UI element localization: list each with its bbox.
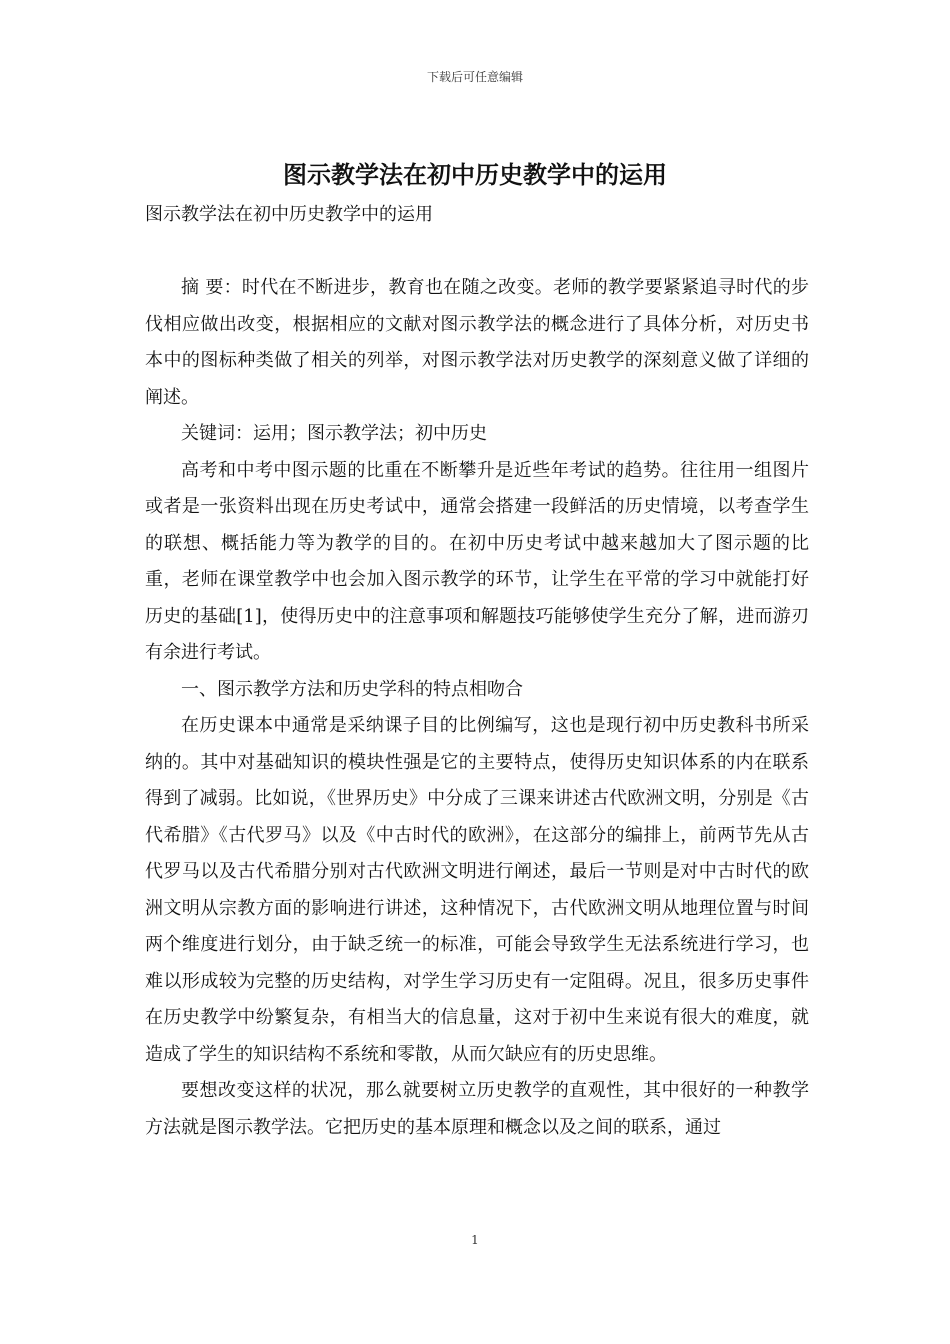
body-paragraph: 要想改变这样的状况，那么就要树立历史教学的直观性，其中很好的一种教学方法就是图示教学法。它把历史的基本原理和概念以及之间的联系，通过 (145, 1080, 809, 1138)
body-paragraph: 在历史课本中通常是采纳课子目的比例编写，这也是现行初中历史教科书所采纳的。其中对基础知识的模块性强是它的主要特点，使得历史知识体系的内在联系得到了减弱。比如说，《世界历史》中分成了三课来讲述古代欧洲文明，分别是《古代希腊》《古代罗马》以及《中古时代的欧洲》，在这部分的编排上，前两节先从古代罗马以及古代希腊分别对古代欧洲文明进行阐述，最后一节则是对中古时代的欧洲文明从宗教方面的影响进行讲述，这种情况下，古代欧洲文明从地理位置与时间两个维度进行划分，由于缺乏统一的标准，可能会导致学生无法系统进行学习，也难以形成较为完整的历史结构，对学生学习历史有一定阻碍。况且，很多历史事件在历史教学中纷繁复杂，有相当大的信息量，这对于初中生来说有很大的难度，就造成了学生的知识结构不系统和零散，从而欠缺应有的历史思维。 (145, 715, 809, 1065)
page-header-note: 下载后可任意编辑 (426, 70, 523, 84)
section-heading: 一、图示教学方法和历史学科的特点相吻合 (181, 678, 523, 700)
document-title: 图示教学法在初中历史教学中的运用 (283, 160, 667, 189)
keywords-paragraph: 关键词：运用；图示教学法；初中历史 (181, 423, 487, 444)
abstract-paragraph: 摘 要：时代在不断进步，教育也在随之改变。老师的教学要紧紧追寻时代的步伐相应做出改变，根据相应的文献对图示教学法的概念进行了具体分析，对历史书本中的图标种类做了相关的列举，对图示教学法对历史教学的深刻意义做了详细的阐述。 (145, 277, 809, 408)
body-paragraph: 高考和中考中图示题的比重在不断攀升是近些年考试的趋势。往往用一组图片或者是一张资料出现在历史考试中，通常会搭建一段鲜活的历史情境，以考查学生的联想、概括能力等为教学的目的。在初中历史考试中越来越加大了图示题的比重，老师在课堂教学中也会加入图示教学的环节，让学生在平常的学习中就能打好历史的基础[1]，使得历史中的注意事项和解题技巧能够使学生充分了解，进而游刃有余进行考试。 (145, 459, 809, 663)
document-subtitle: 图示教学法在初中历史教学中的运用 (145, 204, 433, 225)
document-body (145, 270, 809, 1146)
page-number: 1 (471, 1233, 479, 1247)
